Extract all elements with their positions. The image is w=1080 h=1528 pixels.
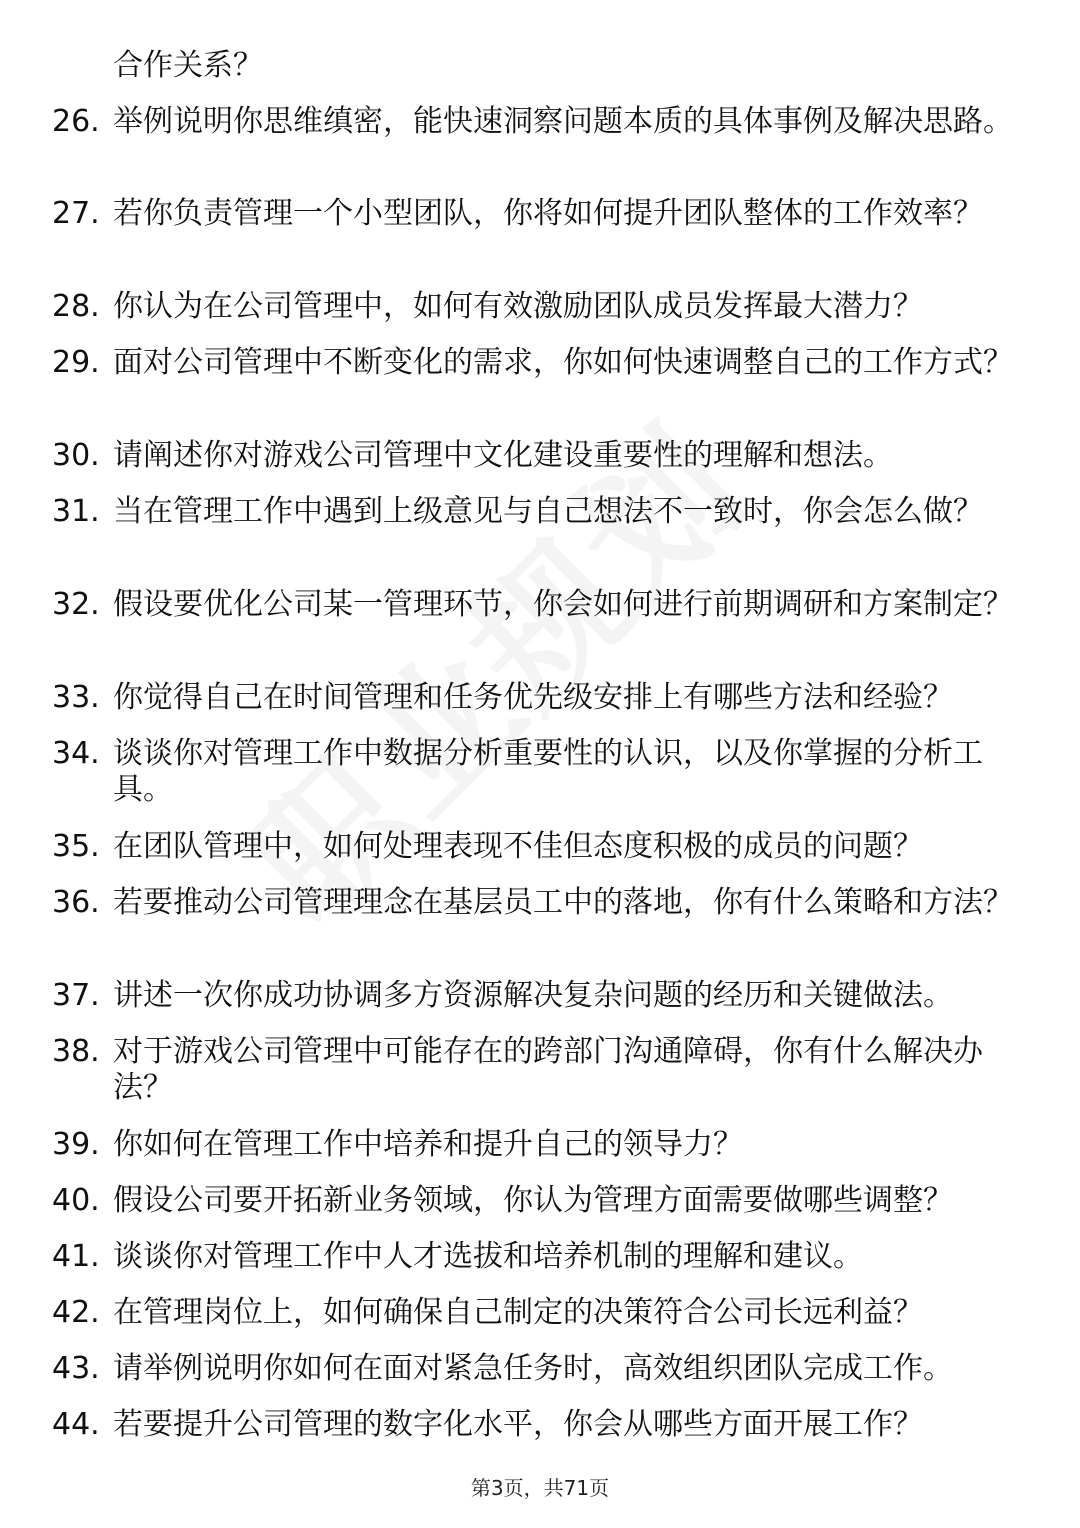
page-number: 第3页，共71页 (470, 1476, 610, 1500)
question-text: 在管理岗位上，如何确保自己制定的决策符合公司长远利益？ (113, 1295, 923, 1330)
question-text: 合作关系？ (113, 48, 263, 83)
question-text: 讲述一次你成功协调多方资源解决复杂问题的经历和关键做法。 (113, 978, 953, 1013)
question-text: 面对公司管理中不断变化的需求，你如何快速调整自己的工作方式？ (113, 345, 1013, 380)
question-text: 你如何在管理工作中培养和提升自己的领导力？ (113, 1127, 743, 1162)
question-text: 谈谈你对管理工作中数据分析重要性的认识，以及你掌握的分析工具。 (113, 736, 983, 807)
question-number: 28. (52, 289, 100, 324)
question-number: 30. (52, 438, 100, 473)
question-text: 假设公司要开拓新业务领域，你认为管理方面需要做哪些调整？ (113, 1183, 953, 1218)
question-text: 谈谈你对管理工作中人才选拔和培养机制的理解和建议。 (113, 1239, 863, 1274)
question-number: 31. (52, 494, 100, 529)
question-number: 42. (52, 1295, 100, 1330)
question-text: 请阐述你对游戏公司管理中文化建设重要性的理解和想法。 (113, 438, 893, 473)
question-number: 33. (52, 680, 100, 715)
question-number: 34. (52, 736, 100, 771)
question-text: 举例说明你思维缜密，能快速洞察问题本质的具体事例及解决思路。 (113, 104, 1013, 139)
question-text: 若要提升公司管理的数字化水平，你会从哪些方面开展工作？ (113, 1407, 923, 1442)
question-number: 26. (52, 104, 100, 139)
question-text: 若要推动公司管理理念在基层员工中的落地，你有什么策略和方法？ (113, 885, 1013, 920)
question-number: 29. (52, 345, 100, 380)
question-number: 27. (52, 196, 100, 231)
question-number: 39. (52, 1127, 100, 1162)
question-number: 44. (52, 1407, 100, 1442)
question-number: 38. (52, 1034, 100, 1069)
question-number: 40. (52, 1183, 100, 1218)
question-text: 假设要优化公司某一管理环节，你会如何进行前期调研和方案制定？ (113, 587, 1013, 622)
question-text: 若你负责管理一个小型团队，你将如何提升团队整体的工作效率？ (113, 196, 983, 231)
question-number: 35. (52, 829, 100, 864)
question-text: 你认为在公司管理中，如何有效激励团队成员发挥最大潜力？ (113, 289, 923, 324)
question-number: 41. (52, 1239, 100, 1274)
question-number: 36. (52, 885, 100, 920)
question-text: 在团队管理中，如何处理表现不佳但态度积极的成员的问题？ (113, 829, 923, 864)
question-text: 对于游戏公司管理中可能存在的跨部门沟通障碍，你有什么解决办法？ (113, 1034, 983, 1105)
question-text: 当在管理工作中遇到上级意见与自己想法不一致时，你会怎么做？ (113, 494, 983, 529)
question-number: 37. (52, 978, 100, 1013)
question-number: 43. (52, 1351, 100, 1386)
question-text: 请举例说明你如何在面对紧急任务时，高效组织团队完成工作。 (113, 1351, 953, 1386)
question-number: 32. (52, 587, 100, 622)
question-text: 你觉得自己在时间管理和任务优先级安排上有哪些方法和经验？ (113, 680, 953, 715)
